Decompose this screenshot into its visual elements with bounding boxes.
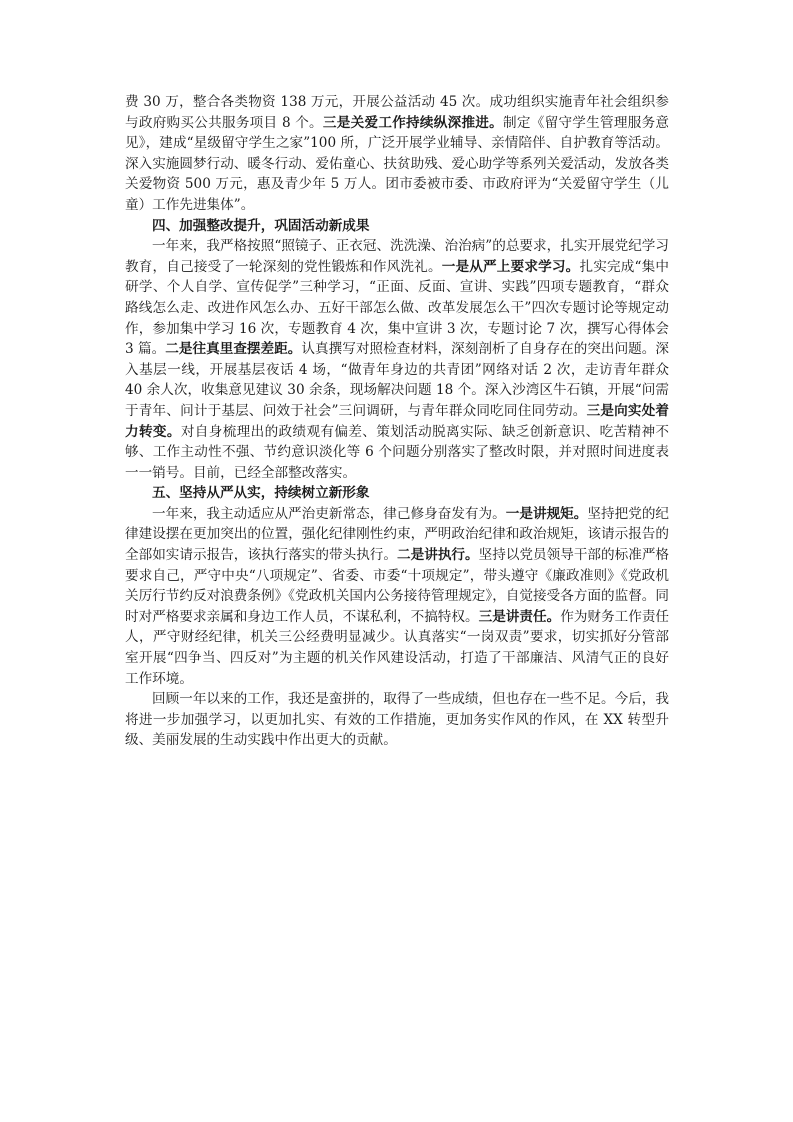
bold-point: 一是从严上要求学习。 (441, 258, 580, 275)
text-run: 扎实完成“集中研学、个人自学、宣传促学”三种学习，“正面、反面、宣讲、实践”四项专题教育，“群众路线怎么走、改进作风怎么办、五好干部怎么做、改革发展怎么干”四次专题讨论等规定动作，参加集中学习 16 次，专题教育 4 次，集中宣讲 3 次，专题讨论 7 次，撰写心得体会 3 篇。 (125, 258, 670, 358)
closing-paragraph (125, 689, 669, 751)
text-run: 认真撰写对照检查材料，深刻剖析了自身存在的突出问题。深入基层一线，开展基层夜话 4 场，“做青年身边的共青团”网络对话 2 次，走访青年群众 40 余人次，收集意见建议 30 余条，现场解决问题 18 个。深入沙湾区牛石镇，开展“问需于青年、问计于基层、问效于社会”三问调研，与青年群众同吃同住同劳动。 (125, 341, 670, 419)
text-run: 坚持把党的纪律建设摆在更加突出的位置，强化纪律刚性约束，严明政治纪律和政治规矩，该请示报告的全部如实请示报告，该执行落实的带头执行。 (125, 505, 670, 564)
section-heading: 五、坚持从严从实，持续树立新形象 (152, 485, 370, 502)
bold-point: 二是讲执行。 (397, 547, 479, 564)
body-paragraph (125, 92, 669, 216)
text-run: 一年来，我严格按照“照镜子、正衣冠、洗洗澡、治治病”的总要求，扎实开展党纪学习教育，自己接受了一轮深刻的党性锻炼和作风洗礼。 (125, 238, 669, 275)
bold-point: 三是关爱工作持续纵深推进。 (322, 114, 504, 131)
text-run: 回顾一年以来的工作，我还是蛮拼的，取得了一些成绩，但也存在一些不足。今后，我将进一步加强学习，以更加扎实、有效的工作措施，更加务实作风的作风，在 XX 转型升级、美丽发展的生动实践中作出更大的贡献。 (125, 691, 669, 749)
text-run: 坚持以党员领导干部的标准严格要求自己，严守中央“八项规定”、省委、市委“十项规定”，带头遵守《廉政准则》《党政机关厉行节约反对浪费条例》《党政机关国内公务接待管理规定》，自觉接受各方面的监督。同时对严格要求亲属和身边工作人员，不谋私利，不搞特权。 (125, 547, 670, 625)
text-run: 一年来，我主动适应从严治吏新常态，律己修身奋发有为。 (152, 505, 506, 522)
document-page (125, 92, 669, 751)
body-paragraph (125, 504, 669, 689)
bold-point: 一是讲规矩。 (505, 505, 588, 522)
text-run: 费 30 万，整合各类物资 138 万元，开展公益活动 45 次。成功组织实施青年社会组织参与政府购买公共服务项目 8 个。 (125, 94, 669, 131)
text-run: 对自身梳理出的政绩观有偏差、策划活动脱离实际、缺乏创新意识、吃苦精神不够、工作主动性不强、节约意识淡化等 6 个问题分别落实了整改时限，并对照时间进度表一一销号。目前，已经全部整改落实。 (125, 423, 670, 481)
text-run: 制定《留守学生管理服务意见》，建成“星级留守学生之家”100 所，广泛开展学业辅导、亲情陪伴、自护教育等活动。深入实施圆梦行动、暖冬行动、爱佑童心、扶贫助残、爱心助学等系列关爱活动，发放各类关爱物资 500 万元，惠及青少年 5 万人。团市委被市委、市政府评为“关爱留守学生（儿童）工作先进集体”。 (125, 114, 670, 213)
body-paragraph (125, 236, 669, 483)
section-heading: 四、加强整改提升，巩固活动新成果 (152, 217, 370, 234)
bold-point: 三是向实处着力转变。 (125, 402, 670, 440)
bold-point: 三是讲责任。 (478, 608, 561, 625)
bold-point: 二是往真里查摆差距。 (165, 341, 302, 358)
text-run: 作为财务工作责任人，严守财经纪律，机关三公经费明显减少。认真落实“一岗双责”要求，切实抓好分管部室开展“四争当、四反对”为主题的机关作风建设活动，打造了干部廉洁、风清气正的良好工作环境。 (125, 608, 670, 687)
